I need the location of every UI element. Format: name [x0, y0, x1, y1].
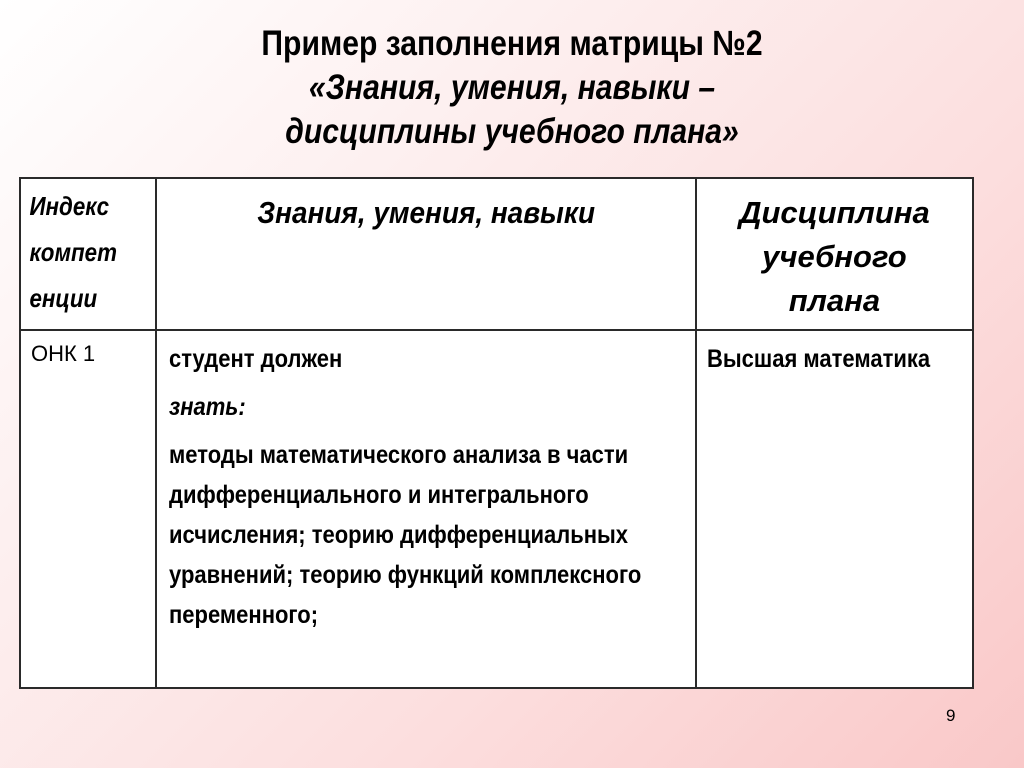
table-row [20, 330, 973, 688]
slide-title-line-1: Пример заполнения матрицы №2 [261, 24, 763, 63]
discipline-name: Высшая математика [706, 345, 930, 373]
slide-title [168, 22, 856, 154]
header-discipline-line-2: учебного [762, 239, 907, 274]
slide-title-line-2: «Знания, умения, навыки – [308, 68, 716, 107]
page-number: 9 [946, 706, 956, 725]
knowledge-skills-cell [156, 330, 696, 688]
student-must-text: студент должен [168, 345, 342, 373]
competency-matrix-table [19, 177, 974, 689]
slide-title-line-3: дисциплины учебного плана» [285, 112, 739, 151]
header-knowledge-skills [156, 178, 696, 330]
header-knowledge-skills-label: Знания, умения, навыки [256, 195, 595, 230]
table-header-row [20, 178, 973, 330]
header-index-line-1: Индекс [29, 191, 110, 221]
header-index-line-3: енции [29, 283, 98, 313]
header-discipline-line-3: плана [788, 283, 881, 318]
header-competency-index [20, 178, 137, 330]
competency-index-cell: ОНК 1 [20, 330, 156, 688]
methods-text: методы математического анализа в части дифференциального и интегрального исчисления; теорию дифференциальных уравнений; теорию функций комплексного переменного; [168, 441, 641, 629]
discipline-cell [696, 330, 973, 688]
header-index-line-2: компет [29, 237, 117, 267]
header-discipline [696, 178, 973, 330]
header-discipline-line-1: Дисциплина [739, 195, 930, 230]
know-label: знать: [168, 393, 246, 421]
